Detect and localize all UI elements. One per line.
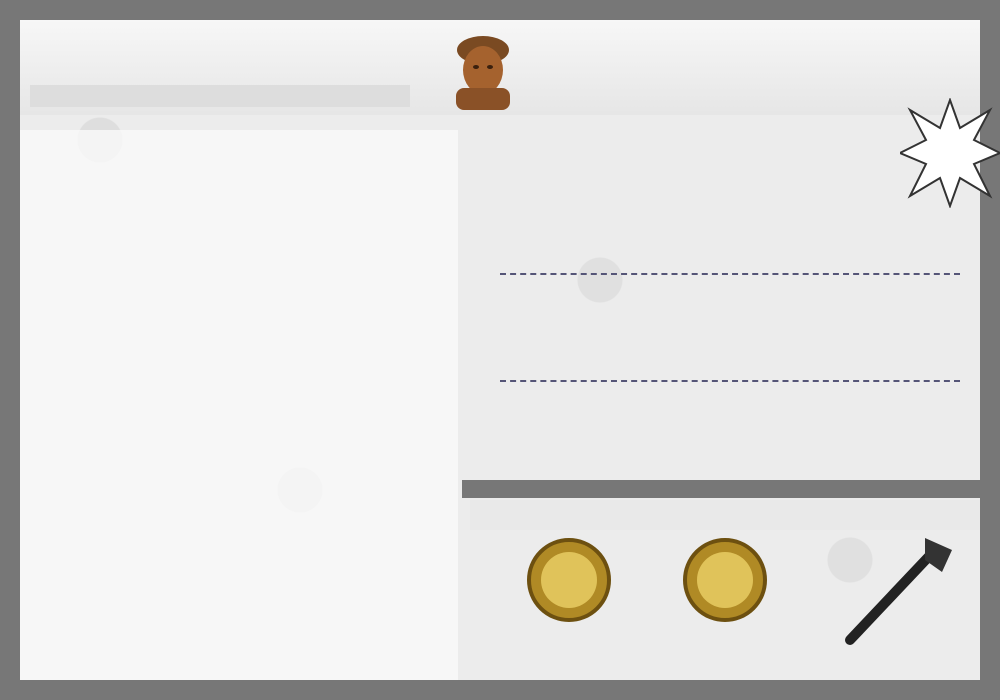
blurred-subtitle-bar [30,85,410,107]
watermark-mid-band [462,480,982,498]
horseshoe-medal-icon [524,535,614,625]
divider [500,273,960,275]
axe-icon [830,530,960,650]
horseshoe-medal-icon [680,535,770,625]
watermark-left-column [0,20,20,680]
watermark-bottom-band [0,680,1000,700]
starburst-icon [900,98,1000,208]
watermark-top-band [0,0,1000,20]
left-text-panel [20,130,458,680]
blurred-strip [470,500,980,530]
divider [500,380,960,382]
portrait-figure-image [438,22,528,110]
